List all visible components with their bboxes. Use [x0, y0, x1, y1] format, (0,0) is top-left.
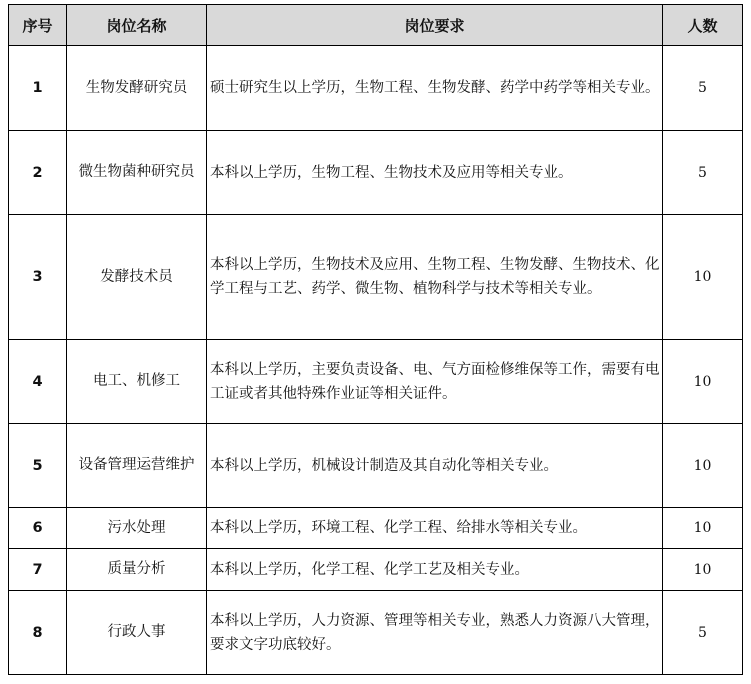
table-row [9, 508, 743, 549]
row-count: 10 [663, 508, 743, 549]
row-position: 行政人事 [67, 591, 207, 675]
row-position: 电工、机修工 [67, 340, 207, 424]
row-count: 10 [663, 549, 743, 591]
header-row [9, 5, 743, 46]
row-seq: 1 [9, 46, 67, 131]
row-count: 5 [663, 131, 743, 215]
header-seq: 序号 [9, 5, 67, 46]
table-row [9, 340, 743, 424]
row-seq: 6 [9, 508, 67, 549]
header-position: 岗位名称 [67, 5, 207, 46]
row-count: 5 [663, 46, 743, 131]
row-requirement: 本科以上学历，人力资源、管理等相关专业，熟悉人力资源八大管理，要求文字功底较好。 [207, 591, 663, 675]
table-row [9, 591, 743, 675]
row-seq: 2 [9, 131, 67, 215]
row-position: 设备管理运营维护 [67, 424, 207, 508]
table-row [9, 215, 743, 340]
row-seq: 3 [9, 215, 67, 340]
table-row [9, 131, 743, 215]
row-requirement: 本科以上学历，环境工程、化学工程、给排水等相关专业。 [207, 508, 663, 549]
row-requirement: 本科以上学历，生物工程、生物技术及应用等相关专业。 [207, 131, 663, 215]
header-requirement: 岗位要求 [207, 5, 663, 46]
row-seq: 5 [9, 424, 67, 508]
row-requirement: 本科以上学历，主要负责设备、电、气方面检修维保等工作，需要有电工证或者其他特殊作业证等相关证件。 [207, 340, 663, 424]
row-position: 污水处理 [67, 508, 207, 549]
row-requirement: 本科以上学历，机械设计制造及其自动化等相关专业。 [207, 424, 663, 508]
row-count: 5 [663, 591, 743, 675]
header-count: 人数 [663, 5, 743, 46]
row-position: 质量分析 [67, 549, 207, 591]
row-position: 发酵技术员 [67, 215, 207, 340]
table-row [9, 424, 743, 508]
row-seq: 4 [9, 340, 67, 424]
table-row [9, 46, 743, 131]
row-requirement: 本科以上学历，生物技术及应用、生物工程、生物发酵、生物技术、化学工程与工艺、药学、微生物、植物科学与技术等相关专业。 [207, 215, 663, 340]
row-count: 10 [663, 340, 743, 424]
row-count: 10 [663, 215, 743, 340]
row-count: 10 [663, 424, 743, 508]
recruitment-table [8, 4, 743, 675]
table-row [9, 549, 743, 591]
row-seq: 7 [9, 549, 67, 591]
row-requirement: 硕士研究生以上学历，生物工程、生物发酵、药学中药学等相关专业。 [207, 46, 663, 131]
row-seq: 8 [9, 591, 67, 675]
row-position: 生物发酵研究员 [67, 46, 207, 131]
row-position: 微生物菌种研究员 [67, 131, 207, 215]
row-requirement: 本科以上学历，化学工程、化学工艺及相关专业。 [207, 549, 663, 591]
